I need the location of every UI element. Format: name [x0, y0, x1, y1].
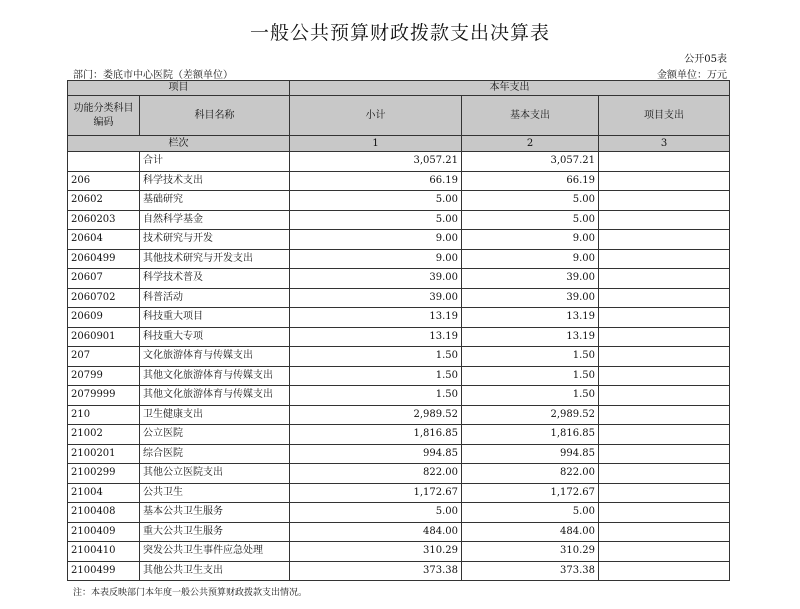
row-code-cell: 20602	[68, 191, 140, 211]
footnote: 注：本表反映部门本年度一般公共预算财政拨款支出情况。	[73, 588, 308, 598]
row-subtotal-cell: 822.00	[290, 464, 462, 484]
table-row	[68, 542, 730, 562]
row-subtotal-cell: 3,057.21	[290, 152, 462, 172]
row-subtotal-cell: 5.00	[290, 503, 462, 523]
row-name-cell: 自然科学基金	[140, 210, 290, 230]
row-name-cell: 合计	[140, 152, 290, 172]
table-row	[68, 327, 730, 347]
row-subtotal-cell: 5.00	[290, 210, 462, 230]
row-code-cell: 2060203	[68, 210, 140, 230]
page-title: 一般公共预算财政拨款支出决算表	[249, 22, 550, 44]
table-row	[68, 464, 730, 484]
row-project-cell	[599, 483, 730, 503]
row-code-cell: 2100408	[68, 503, 140, 523]
row-name-cell: 科学技术普及	[140, 269, 290, 289]
row-basic-cell: 994.85	[462, 444, 599, 464]
row-subtotal-cell: 5.00	[290, 191, 462, 211]
row-name-cell: 综合医院	[140, 444, 290, 464]
row-name-cell: 重大公共卫生服务	[140, 522, 290, 542]
table-row	[68, 210, 730, 230]
row-project-cell	[599, 210, 730, 230]
row-project-cell	[599, 366, 730, 386]
row-project-cell	[599, 503, 730, 523]
row-project-cell	[599, 171, 730, 191]
table-row	[68, 288, 730, 308]
row-subtotal-cell: 1.50	[290, 347, 462, 367]
row-project-cell	[599, 269, 730, 289]
row-basic-cell: 1.50	[462, 347, 599, 367]
row-subtotal-cell: 1.50	[290, 386, 462, 406]
table-row	[68, 230, 730, 250]
row-code-cell: 2060702	[68, 288, 140, 308]
row-name-cell: 基本公共卫生服务	[140, 503, 290, 523]
row-code-cell: 210	[68, 405, 140, 425]
row-subtotal-cell: 2,989.52	[290, 405, 462, 425]
row-name-cell: 科学技术支出	[140, 171, 290, 191]
row-subtotal-cell: 1,816.85	[290, 425, 462, 445]
row-code-cell: 207	[68, 347, 140, 367]
table-row	[68, 444, 730, 464]
row-basic-cell: 66.19	[462, 171, 599, 191]
form-number: 公开05表	[684, 54, 727, 65]
row-code-cell: 2060901	[68, 327, 140, 347]
header-row-3	[68, 136, 730, 152]
table-row	[68, 152, 730, 172]
row-basic-cell: 9.00	[462, 230, 599, 250]
row-basic-cell: 822.00	[462, 464, 599, 484]
row-subtotal-cell: 66.19	[290, 171, 462, 191]
header-basic: 基本支出	[462, 96, 599, 136]
header-col-3: 3	[599, 136, 730, 152]
row-name-cell: 技术研究与开发	[140, 230, 290, 250]
row-project-cell	[599, 522, 730, 542]
row-project-cell	[599, 386, 730, 406]
row-subtotal-cell: 373.38	[290, 561, 462, 581]
row-name-cell: 其他文化旅游体育与传媒支出	[140, 366, 290, 386]
header-project: 项目支出	[599, 96, 730, 136]
row-project-cell	[599, 542, 730, 562]
row-project-cell	[599, 347, 730, 367]
row-subtotal-cell: 39.00	[290, 269, 462, 289]
row-name-cell: 科技重大专项	[140, 327, 290, 347]
row-basic-cell: 13.19	[462, 308, 599, 328]
row-basic-cell: 1,172.67	[462, 483, 599, 503]
row-code-cell: 2079999	[68, 386, 140, 406]
table-row	[68, 561, 730, 581]
header-row-1	[68, 81, 730, 96]
row-name-cell: 其他公立医院支出	[140, 464, 290, 484]
row-subtotal-cell: 484.00	[290, 522, 462, 542]
row-code-cell: 2100201	[68, 444, 140, 464]
row-code-cell: 21004	[68, 483, 140, 503]
row-name-cell: 文化旅游体育与传媒支出	[140, 347, 290, 367]
table-row	[68, 191, 730, 211]
row-project-cell	[599, 464, 730, 484]
expenditure-table	[67, 80, 730, 581]
row-basic-cell: 1,816.85	[462, 425, 599, 445]
row-basic-cell: 1.50	[462, 366, 599, 386]
row-name-cell: 其他文化旅游体育与传媒支出	[140, 386, 290, 406]
unit-label: 金额单位：万元	[657, 70, 727, 81]
row-code-cell: 20799	[68, 366, 140, 386]
row-basic-cell: 5.00	[462, 210, 599, 230]
header-code: 功能分类科目编码	[68, 96, 140, 136]
row-code-cell: 20609	[68, 308, 140, 328]
row-basic-cell: 1.50	[462, 386, 599, 406]
row-subtotal-cell: 1,172.67	[290, 483, 462, 503]
table-row	[68, 522, 730, 542]
row-project-cell	[599, 405, 730, 425]
table-row	[68, 483, 730, 503]
header-name: 科目名称	[140, 96, 290, 136]
row-code-cell: 206	[68, 171, 140, 191]
row-subtotal-cell: 39.00	[290, 288, 462, 308]
row-subtotal-cell: 994.85	[290, 444, 462, 464]
row-name-cell: 科技重大项目	[140, 308, 290, 328]
row-basic-cell: 2,989.52	[462, 405, 599, 425]
row-code-cell: 2100409	[68, 522, 140, 542]
row-project-cell	[599, 444, 730, 464]
row-subtotal-cell: 310.29	[290, 542, 462, 562]
row-basic-cell: 39.00	[462, 269, 599, 289]
header-subtotal: 小计	[290, 96, 462, 136]
table-row	[68, 347, 730, 367]
row-code-cell	[68, 152, 140, 172]
table-row	[68, 366, 730, 386]
department-label: 部门：娄底市中心医院（差额单位）	[73, 70, 233, 81]
row-code-cell: 2100410	[68, 542, 140, 562]
row-subtotal-cell: 13.19	[290, 327, 462, 347]
row-project-cell	[599, 425, 730, 445]
header-column-label: 栏次	[68, 136, 290, 152]
table-row	[68, 308, 730, 328]
row-basic-cell: 484.00	[462, 522, 599, 542]
row-name-cell: 其他技术研究与开发支出	[140, 249, 290, 269]
row-subtotal-cell: 9.00	[290, 249, 462, 269]
row-name-cell: 基础研究	[140, 191, 290, 211]
row-code-cell: 20607	[68, 269, 140, 289]
row-code-cell: 2060499	[68, 249, 140, 269]
row-basic-cell: 5.00	[462, 191, 599, 211]
header-row-2	[68, 96, 730, 136]
row-project-cell	[599, 561, 730, 581]
row-name-cell: 公共卫生	[140, 483, 290, 503]
row-subtotal-cell: 1.50	[290, 366, 462, 386]
row-code-cell: 2100499	[68, 561, 140, 581]
header-col-1: 1	[290, 136, 462, 152]
header-col-2: 2	[462, 136, 599, 152]
row-project-cell	[599, 288, 730, 308]
table-row	[68, 249, 730, 269]
row-subtotal-cell: 13.19	[290, 308, 462, 328]
table-row	[68, 503, 730, 523]
table-row	[68, 269, 730, 289]
row-basic-cell: 9.00	[462, 249, 599, 269]
row-project-cell	[599, 230, 730, 250]
row-project-cell	[599, 249, 730, 269]
row-subtotal-cell: 9.00	[290, 230, 462, 250]
row-name-cell: 公立医院	[140, 425, 290, 445]
row-name-cell: 卫生健康支出	[140, 405, 290, 425]
row-basic-cell: 373.38	[462, 561, 599, 581]
row-basic-cell: 39.00	[462, 288, 599, 308]
row-project-cell	[599, 152, 730, 172]
table-row	[68, 405, 730, 425]
row-code-cell: 21002	[68, 425, 140, 445]
row-code-cell: 2100299	[68, 464, 140, 484]
header-current-year: 本年支出	[290, 81, 730, 96]
row-basic-cell: 13.19	[462, 327, 599, 347]
row-project-cell	[599, 327, 730, 347]
row-project-cell	[599, 191, 730, 211]
table-row	[68, 425, 730, 445]
row-name-cell: 科普活动	[140, 288, 290, 308]
table-row	[68, 171, 730, 191]
row-project-cell	[599, 308, 730, 328]
row-code-cell: 20604	[68, 230, 140, 250]
row-name-cell: 其他公共卫生支出	[140, 561, 290, 581]
header-item: 项目	[68, 81, 290, 96]
row-name-cell: 突发公共卫生事件应急处理	[140, 542, 290, 562]
row-basic-cell: 310.29	[462, 542, 599, 562]
table-row	[68, 386, 730, 406]
row-basic-cell: 3,057.21	[462, 152, 599, 172]
row-basic-cell: 5.00	[462, 503, 599, 523]
